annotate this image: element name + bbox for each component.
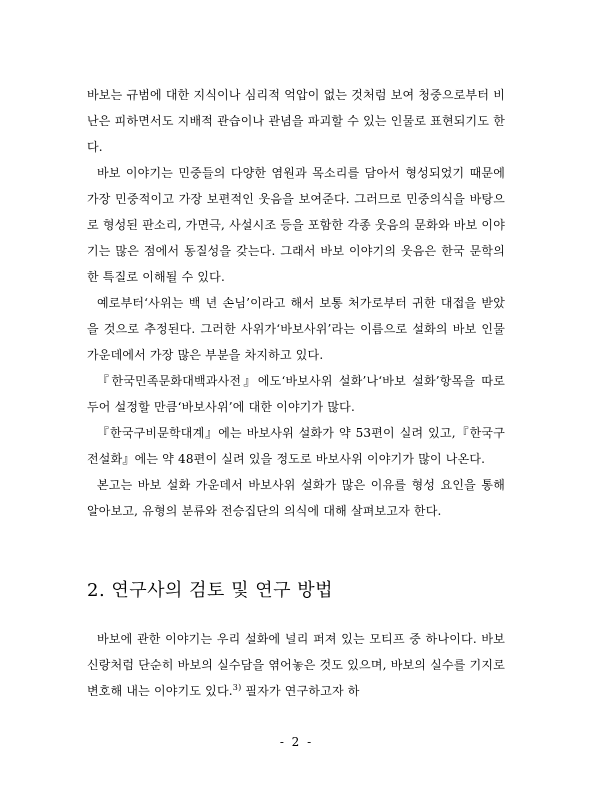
research-review-text: 바보에 관한 이야기는 우리 설화에 널리 퍼져 있는 모티프 중 하나이다. 바보 신랑처럼 단순히 바보의 실수담을 엮어놓은 것도 있으며, 바보의 실수를 기지로 변호해 내는 이야기도 있다. [87,632,505,698]
paragraph-encyclopedia: 『한국민족문화대백과사전』에도‘바보사위 설화’나‘바보 설화’항목을 따로 두어 설정할 만큼‘바보사위’에 대한 이야기가 많다. [87,374,505,414]
intro-text-block [87,82,505,524]
paragraph-son-in-law: 예로부터‘사위는 백 년 손님’이라고 해서 보통 처가로부터 귀한 대접을 받았을 것으로 추정된다. 그러한 사위가‘바보사위’라는 이름으로 설화의 바보 인물 가운데에서 가장 많은 부분을 차지하고 있다. [87,296,505,362]
page-number: - 2 - [279,735,314,749]
section-heading: 2. 연구사의 검토 및 연구 방법 [87,580,334,601]
paragraph-thesis-purpose: 본고는 바보 설화 가운데서 바보사위 설화가 많은 이유를 형성 요인을 통해 알아보고, 유형의 분류와 전승집단의 의식에 대해 살펴보고자 한다. [87,478,505,518]
footnote-marker[interactable]: 3) [232,683,242,692]
paragraph-fool-stories-folk: 바보 이야기는 민중들의 다양한 염원과 목소리를 담아서 형성되었기 때문에 가장 민중적이고 가장 보편적인 웃음을 보여준다. 그러므로 민중의식을 바탕으로 형성된 판소리, 가면극, 사설시조 등을 포함한 각종 웃음의 문화와 바보 이야기는 많은 점에서 동질성을 갖는다. 그래서 바보 이야기의 웃음은 한국 문학의 한 특질로 이해될 수 있다. [87,166,505,284]
paragraph-research-review [87,626,505,704]
paragraph-oral-literature: 『한국구비문학대계』에는 바보사위 설화가 약 53편이 실려 있고,『한국구전설화』에는 약 48편이 실려 있을 정도로 바보사위 이야기가 많이 나온다. [87,426,505,466]
research-review-tail: 필자가 연구하고자 하 [241,684,360,698]
paragraph-fool-description: 바보는 규범에 대한 지식이나 심리적 억압이 없는 것처럼 보여 청중으로부터 비난은 피하면서도 지배적 관습이나 관념을 파괴할 수 있는 인물로 표현되기도 한다. [87,88,505,154]
section-text-block [87,626,505,704]
